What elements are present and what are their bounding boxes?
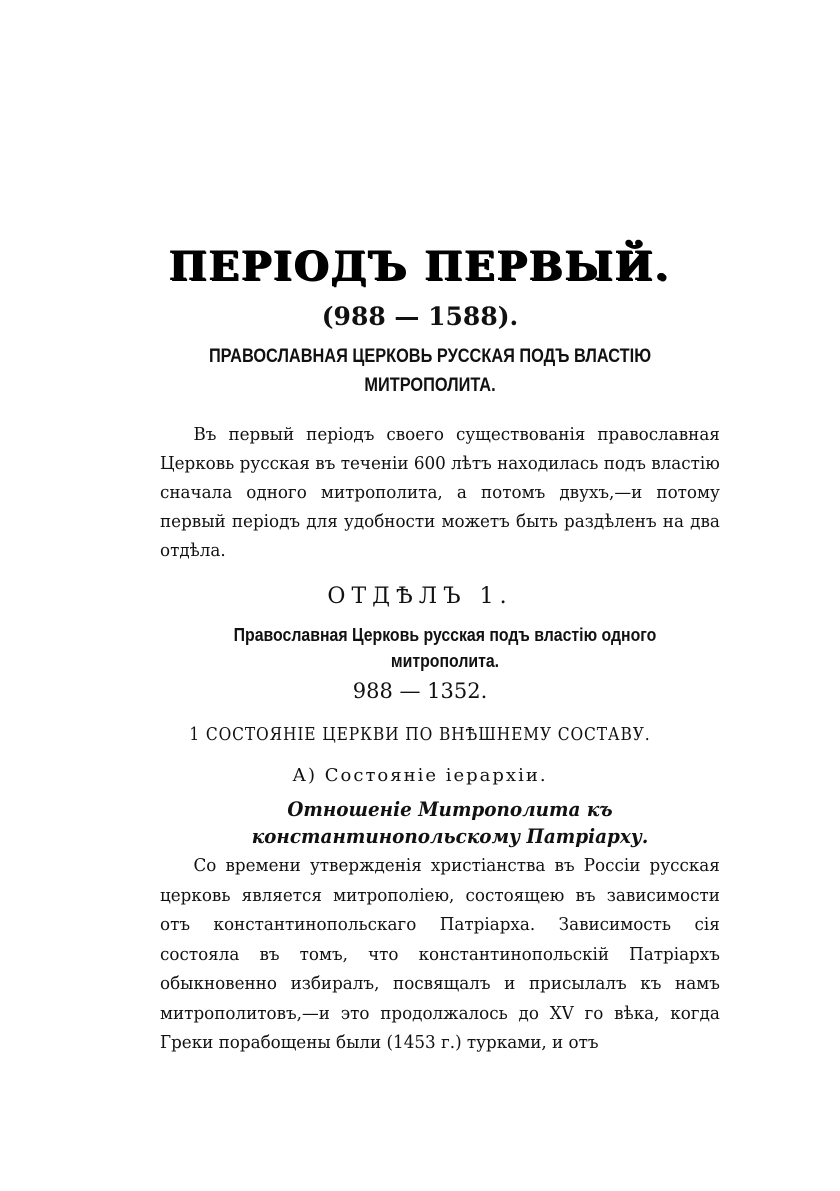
subsection-heading: А) Состояніе іерархіи. [292, 765, 548, 786]
italic-heading: Отношеніе Митрополита къ константинопольскому Патріарху. [251, 797, 649, 848]
division-subtitle: Православная Церковь русская подъ властію одного митрополита. [233, 625, 657, 671]
period-title: ПЕРІОДЪ ПЕРВЫЙ. [169, 243, 671, 290]
intro-paragraph: Въ первый періодъ своего существованія православная Церковь русская въ теченіи 600 лѣтъ находилась подъ властію сначала одного митрополита, а потомъ двухъ,—и потому первый періодъ для удобности можетъ быть раздѣленъ на два отдѣла. [160, 424, 720, 561]
body-paragraph: Со времени утвержденія христіанства въ Россіи русская церковь является митрополіею, состоящею въ зависимости отъ константинопольскаго Патріарха. Зависимость сія состояла въ томъ, что константинопольскій Патріархъ обыкновенно избиралъ, посвящалъ и присылалъ къ намъ митрополитовъ,—и это продолжалось до XV го вѣка, когда Греки порабощены были (1453 г.) турками, и отъ [160, 855, 720, 1053]
chapter-heading: 1 СОСТОЯНІЕ ЦЕРКВИ ПО ВНѢШНЕМУ СОСТАВУ. [189, 724, 651, 745]
division-title: ОТДѢЛЪ 1. [327, 584, 513, 609]
division-years: 988 — 1352. [352, 679, 488, 703]
section-heading: ПРАВОСЛАВНАЯ ЦЕРКОВЬ РУССКАЯ ПОДЪ ВЛАСТІЮ МИТРОПОЛИТА. [208, 346, 652, 396]
period-years: (988 — 1588). [321, 302, 519, 331]
